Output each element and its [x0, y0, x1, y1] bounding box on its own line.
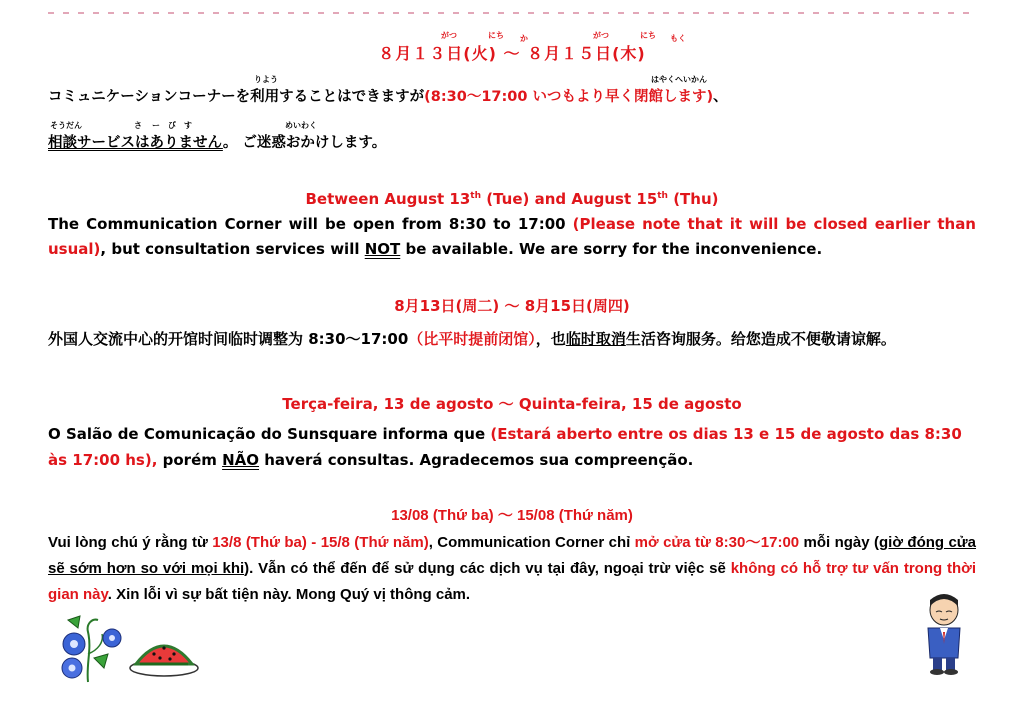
- jp-line1-hours: (8:30～17:00 いつもより早く閉館します): [424, 89, 714, 105]
- zh-heading: 8月13日(周二) ～ 8月15日(周四): [394, 297, 630, 315]
- zh-cancel-emphasis: 临时取消: [565, 330, 626, 348]
- ruby-text: めいわく: [285, 121, 317, 130]
- zh-text: 生活咨询服务。给您造成不便敬请谅解。: [625, 330, 896, 348]
- ruby-text: す: [184, 121, 192, 130]
- pt-hours-note: (Estará aberto entre os dias 13 e 15 de agosto das 8:30 às 17:00 hs),: [48, 425, 962, 469]
- vi-dates: 13/8 (Thứ ba) - 15/8 (Thứ năm): [212, 534, 429, 551]
- jp-line1-text: コミュニケーションコーナーを利用することはできますが: [48, 89, 425, 105]
- ruby-text: もく: [670, 34, 686, 43]
- top-dashed-border: [48, 10, 978, 16]
- en-heading-part: (Tue) and August 15: [481, 190, 658, 208]
- ruby-text: にち: [488, 31, 504, 40]
- ruby-text: はやくへいかん: [651, 75, 707, 84]
- pt-text: O Salão de Comunicação do Sunsquare informa que: [48, 425, 491, 443]
- en-text: be available. We are sorry for the inconvenience.: [400, 240, 823, 258]
- en-heading: [48, 190, 976, 208]
- en-heading-sup: th: [657, 191, 668, 201]
- en-not-emphasis: NOT: [364, 240, 401, 258]
- jp-line1: [48, 74, 976, 106]
- ruby-text: そうだん: [50, 121, 82, 130]
- vi-paragraph: [48, 530, 976, 608]
- ruby-text: りよう: [254, 75, 278, 84]
- jp-apology: 。 ご迷惑おかけします。: [222, 135, 387, 151]
- ruby-text: ー: [152, 121, 160, 130]
- watermelon-icon: [128, 632, 200, 678]
- vi-no-consultation: không có hỗ trợ tư vấn trong thời gian này: [48, 560, 976, 603]
- ruby-text: さ: [134, 121, 142, 130]
- jp-date-ruby: [48, 30, 976, 41]
- jp-date-heading: [48, 30, 976, 64]
- bowing-man-icon: [918, 592, 970, 676]
- pt-text: haverá consultas. Agradecemos sua compreenção.: [259, 451, 694, 469]
- en-text: The Communication Corner will be open from 8:30 to 17:00: [48, 215, 573, 233]
- jp-line1-ruby: [48, 74, 976, 85]
- vi-text: . Xin lỗi vì sự bất tiện này. Mong Quý vị thông cảm.: [107, 586, 471, 603]
- vi-text: mỗi ngày (: [799, 534, 880, 551]
- en-heading-part: (Thu): [667, 190, 719, 208]
- zh-early-close-note: （比平时提前闭馆）: [408, 330, 536, 348]
- vi-text: , Communication Corner chỉ: [428, 534, 635, 551]
- en-heading-sup: th: [470, 191, 481, 201]
- en-early-close-note: (Please note that it will be closed earlier than usual): [48, 215, 976, 258]
- pt-nao-emphasis: NÃO: [222, 451, 260, 469]
- jp-line1-end: 、: [713, 89, 728, 105]
- zh-text: 外国人交流中心的开馆时间临时调整为 8:30～17:00: [48, 330, 409, 348]
- en-text: , but consultation services will: [100, 240, 365, 258]
- pt-text: porém: [157, 451, 223, 469]
- ruby-text: にち: [640, 31, 656, 40]
- ruby-text: がつ: [593, 31, 609, 40]
- ruby-text: び: [168, 121, 176, 130]
- pt-paragraph: [48, 421, 976, 473]
- ruby-text: か: [520, 34, 528, 43]
- en-heading-part: Between August 13: [305, 190, 471, 208]
- zh-text: ，也: [535, 330, 566, 348]
- vi-heading: 13/08 (Thứ ba) ～ 15/08 (Thứ năm): [391, 507, 633, 524]
- vi-early-close: giờ đóng cửa sẽ sớm hơn so với mọi khi: [48, 534, 977, 577]
- en-paragraph: [48, 212, 976, 262]
- vi-text: ). Vẫn có thể đến để sử dụng các dịch vụ tại đây, ngoại trừ việc sẽ: [244, 560, 731, 577]
- jp-date: ８月１３日(火) ～ ８月１５日(木): [378, 44, 646, 63]
- jp-line2: [48, 120, 976, 152]
- zh-paragraph: [48, 325, 976, 353]
- vi-text: Vui lòng chú ý rằng từ: [48, 534, 213, 551]
- ruby-text: がつ: [441, 31, 457, 40]
- vi-hours: mở cửa từ 8:30～17:00: [634, 534, 800, 551]
- jp-line2-ruby: [48, 120, 976, 131]
- morning-glory-icon: [58, 614, 128, 684]
- jp-no-consultation: 相談サービスはありません: [48, 135, 223, 151]
- pt-heading: Terça-feira, 13 de agosto ～ Quinta-feira, 15 de agosto: [282, 395, 742, 413]
